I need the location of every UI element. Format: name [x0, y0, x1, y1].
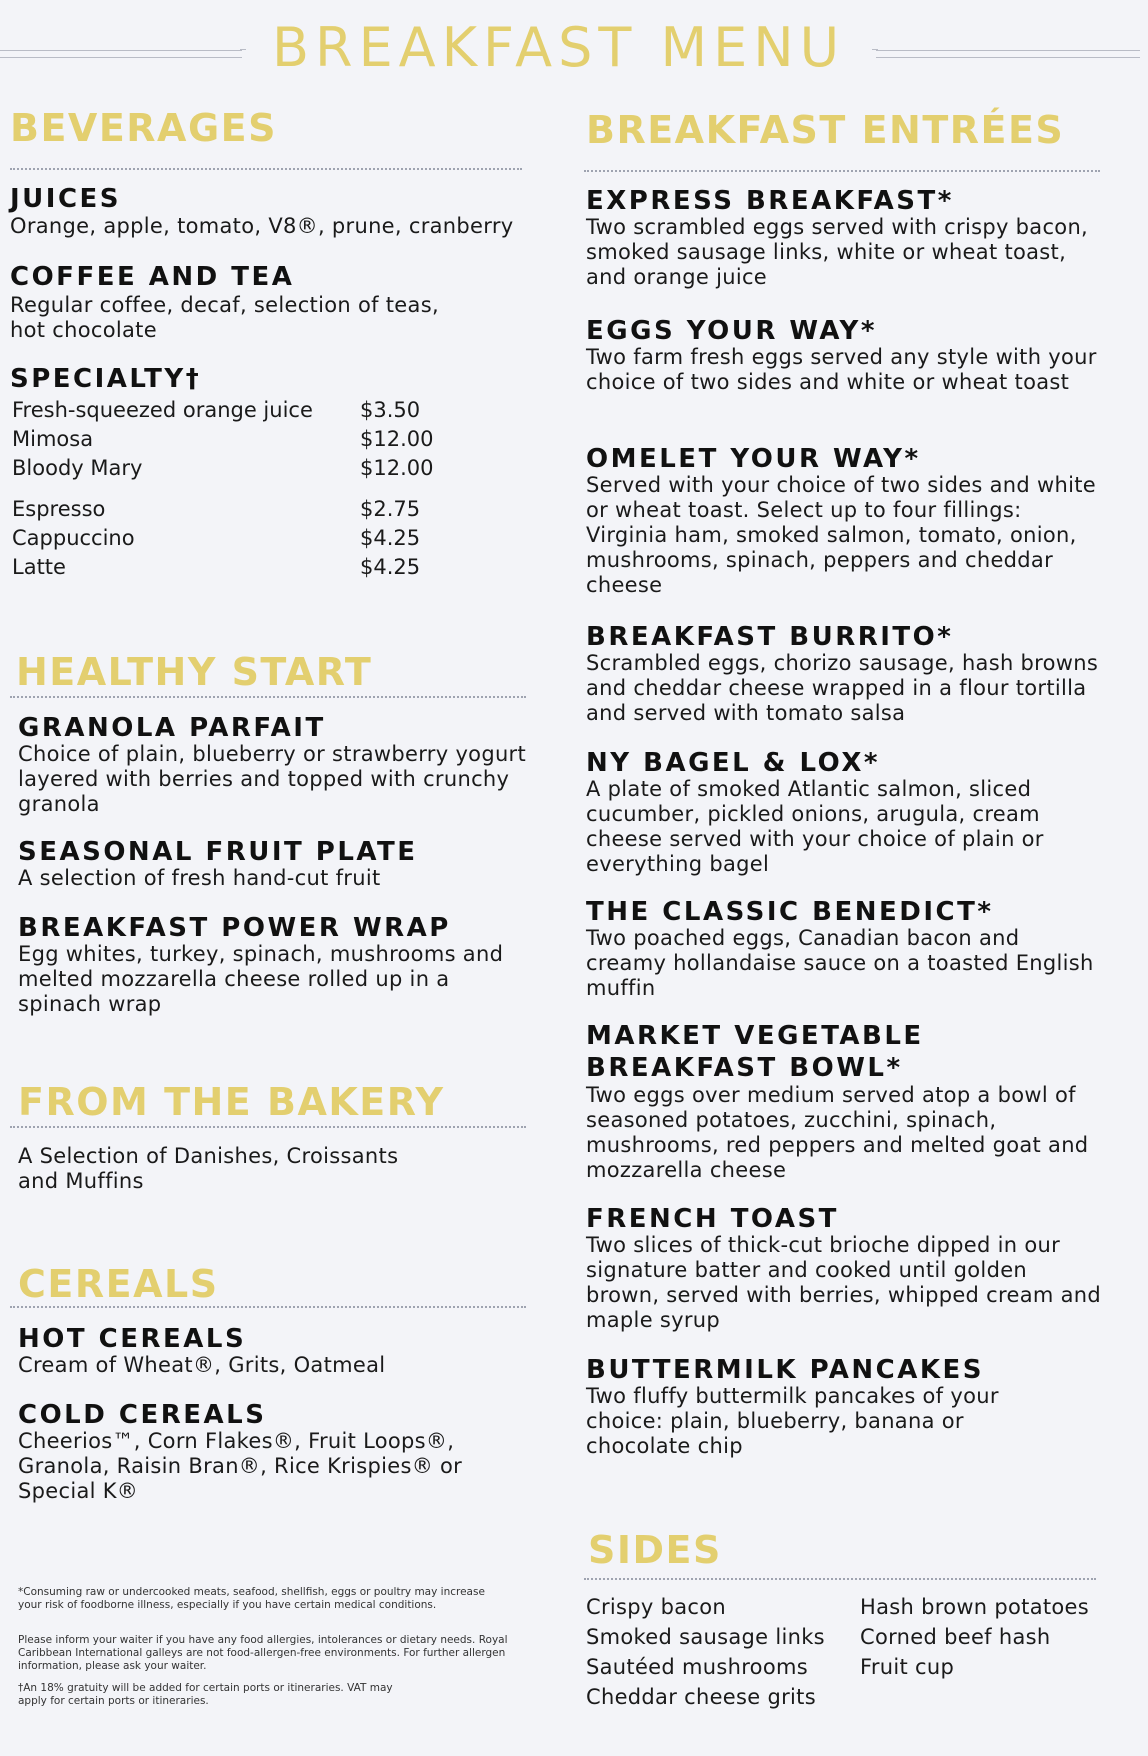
veg-bowl-desc: Two eggs over medium served atop a bowl of seasoned potatoes, zucchini, spinach, mushrooms, red peppers and melted goat and mozzarella cheese: [586, 1083, 1089, 1182]
drink-name: Cappuccino: [12, 526, 135, 550]
pancakes-name: BUTTERMILK PANCAKES: [586, 1355, 984, 1385]
benedict-name: THE CLASSIC BENEDICT*: [586, 897, 994, 927]
section-divider: [10, 696, 526, 698]
drink-name: Mimosa: [12, 427, 94, 451]
hot-cereals-name: HOT CEREALS: [18, 1324, 247, 1354]
cold-cereals-desc: Cheerios™, Corn Flakes®, Fruit Loops®, Granola, Raisin Bran®, Rice Krispies® or Special K®: [18, 1429, 463, 1503]
drink-name: Latte: [12, 555, 66, 579]
footnote-raw-food: *Consuming raw or undercooked meats, seafood, shellfish, eggs or poultry may increase your risk of foodborne illness, especially if you have certain medical conditions.: [18, 1586, 485, 1611]
benedict-desc: Two poached eggs, Canadian bacon and creamy hollandaise sauce on a toasted English muffin: [586, 926, 1094, 1000]
section-divider: [10, 1306, 526, 1308]
express-breakfast-desc: Two scrambled eggs served with crispy bacon, smoked sausage links, white or wheat toast, and orange juice: [586, 215, 1089, 289]
drink-price: $2.75: [360, 497, 421, 521]
drink-price: $3.50: [360, 398, 421, 422]
side-item: Corned beef hash: [860, 1625, 1051, 1649]
entrees-heading: BREAKFAST ENTRÉES: [586, 108, 1065, 152]
title-rule-left: [0, 50, 242, 58]
drink-price: $4.25: [360, 555, 421, 579]
bakery-heading: FROM THE BAKERY: [18, 1080, 445, 1124]
side-item: Sautéed mushrooms: [586, 1655, 808, 1679]
drink-price: $12.00: [360, 456, 434, 480]
section-divider: [584, 170, 1100, 172]
drink-price: $12.00: [360, 427, 434, 451]
drink-name: Bloody Mary: [12, 456, 143, 480]
granola-parfait-desc: Choice of plain, blueberry or strawberry yogurt layered with berries and topped with crunchy granola: [18, 742, 527, 816]
footnote-allergens: Please inform your waiter if you have any food allergies, intolerances or dietary needs. Royal Caribbean International galleys are not food-allergen-free environments. For further allergen information, please ask your waiter.: [18, 1634, 508, 1672]
fruit-plate-desc: A selection of fresh hand-cut fruit: [18, 866, 381, 890]
side-item: Cheddar cheese grits: [586, 1685, 816, 1709]
bakery-desc: A Selection of Danishes, Croissants and Muffins: [18, 1144, 399, 1193]
bagel-lox-desc: A plate of smoked Atlantic salmon, sliced cucumber, pickled onions, arugula, cream cheese served with your choice of plain or everything bagel: [586, 777, 1044, 876]
side-item: Fruit cup: [860, 1655, 955, 1679]
juices-name: JUICES: [10, 184, 122, 214]
menu-title: BREAKFAST MENU: [272, 16, 846, 79]
title-row: [0, 14, 1148, 84]
burrito-name: BREAKFAST BURRITO*: [586, 622, 954, 652]
juices-desc: Orange, apple, tomato, V8®, prune, cranberry: [10, 214, 514, 238]
side-item: Crispy bacon: [586, 1595, 727, 1619]
drink-name: Espresso: [12, 497, 106, 521]
hot-cereals-desc: Cream of Wheat®, Grits, Oatmeal: [18, 1353, 386, 1377]
side-item: Smoked sausage links: [586, 1625, 825, 1649]
fruit-plate-name: SEASONAL FRUIT PLATE: [18, 837, 418, 867]
section-divider: [10, 1126, 526, 1128]
drink-name: Fresh-squeezed orange juice: [12, 398, 313, 422]
granola-parfait-name: GRANOLA PARFAIT: [18, 713, 326, 743]
drink-price: $4.25: [360, 526, 421, 550]
eggs-your-way-name: EGGS YOUR WAY*: [586, 316, 877, 346]
eggs-your-way-desc: Two farm fresh eggs served any style with your choice of two sides and white or wheat toast: [586, 345, 1097, 394]
beverages-heading: BEVERAGES: [10, 106, 277, 150]
bagel-lox-name: NY BAGEL & LOX*: [586, 748, 880, 778]
footnote-gratuity: †An 18% gratuity will be added for certain ports or itineraries. VAT may apply for certain ports or itineraries.: [18, 1682, 393, 1707]
pancakes-desc: Two fluffy buttermilk pancakes of your choice: plain, blueberry, banana or chocolate chip: [586, 1384, 999, 1458]
veg-bowl-name-line2: BREAKFAST BOWL*: [586, 1053, 903, 1083]
side-item: Hash brown potatoes: [860, 1595, 1090, 1619]
section-divider: [10, 168, 522, 170]
section-divider: [584, 1578, 1096, 1580]
healthy-start-heading: HEALTHY START: [16, 650, 373, 694]
veg-bowl-name: MARKET VEGETABLE: [586, 1021, 924, 1051]
omelet-name: OMELET YOUR WAY*: [586, 444, 921, 474]
power-wrap-name: BREAKFAST POWER WRAP: [18, 913, 451, 943]
cereals-heading: CEREALS: [18, 1262, 219, 1306]
title-rule-right: [876, 50, 1140, 58]
coffee-tea-name: COFFEE AND TEA: [10, 262, 295, 292]
omelet-desc: Served with your choice of two sides and white or wheat toast. Select up to four fillings: Virginia ham, smoked salmon, tomato, onion, mushrooms, spinach, peppers and cheddar cheese: [586, 473, 1096, 597]
cold-cereals-name: COLD CEREALS: [18, 1400, 267, 1430]
sides-heading: SIDES: [588, 1528, 722, 1572]
burrito-desc: Scrambled eggs, chorizo sausage, hash browns and cheddar cheese wrapped in a flour tortilla and served with tomato salsa: [586, 651, 1099, 725]
french-toast-desc: Two slices of thick-cut brioche dipped in our signature batter and cooked until golden brown, served with berries, whipped cream and maple syrup: [586, 1233, 1102, 1332]
express-breakfast-name: EXPRESS BREAKFAST*: [586, 186, 954, 216]
power-wrap-desc: Egg whites, turkey, spinach, mushrooms and melted mozzarella cheese rolled up in a spinach wrap: [18, 942, 504, 1016]
french-toast-name: FRENCH TOAST: [586, 1204, 839, 1234]
specialty-name: SPECIALTY†: [10, 364, 202, 394]
coffee-tea-desc: Regular coffee, decaf, selection of teas, hot chocolate: [10, 293, 439, 342]
